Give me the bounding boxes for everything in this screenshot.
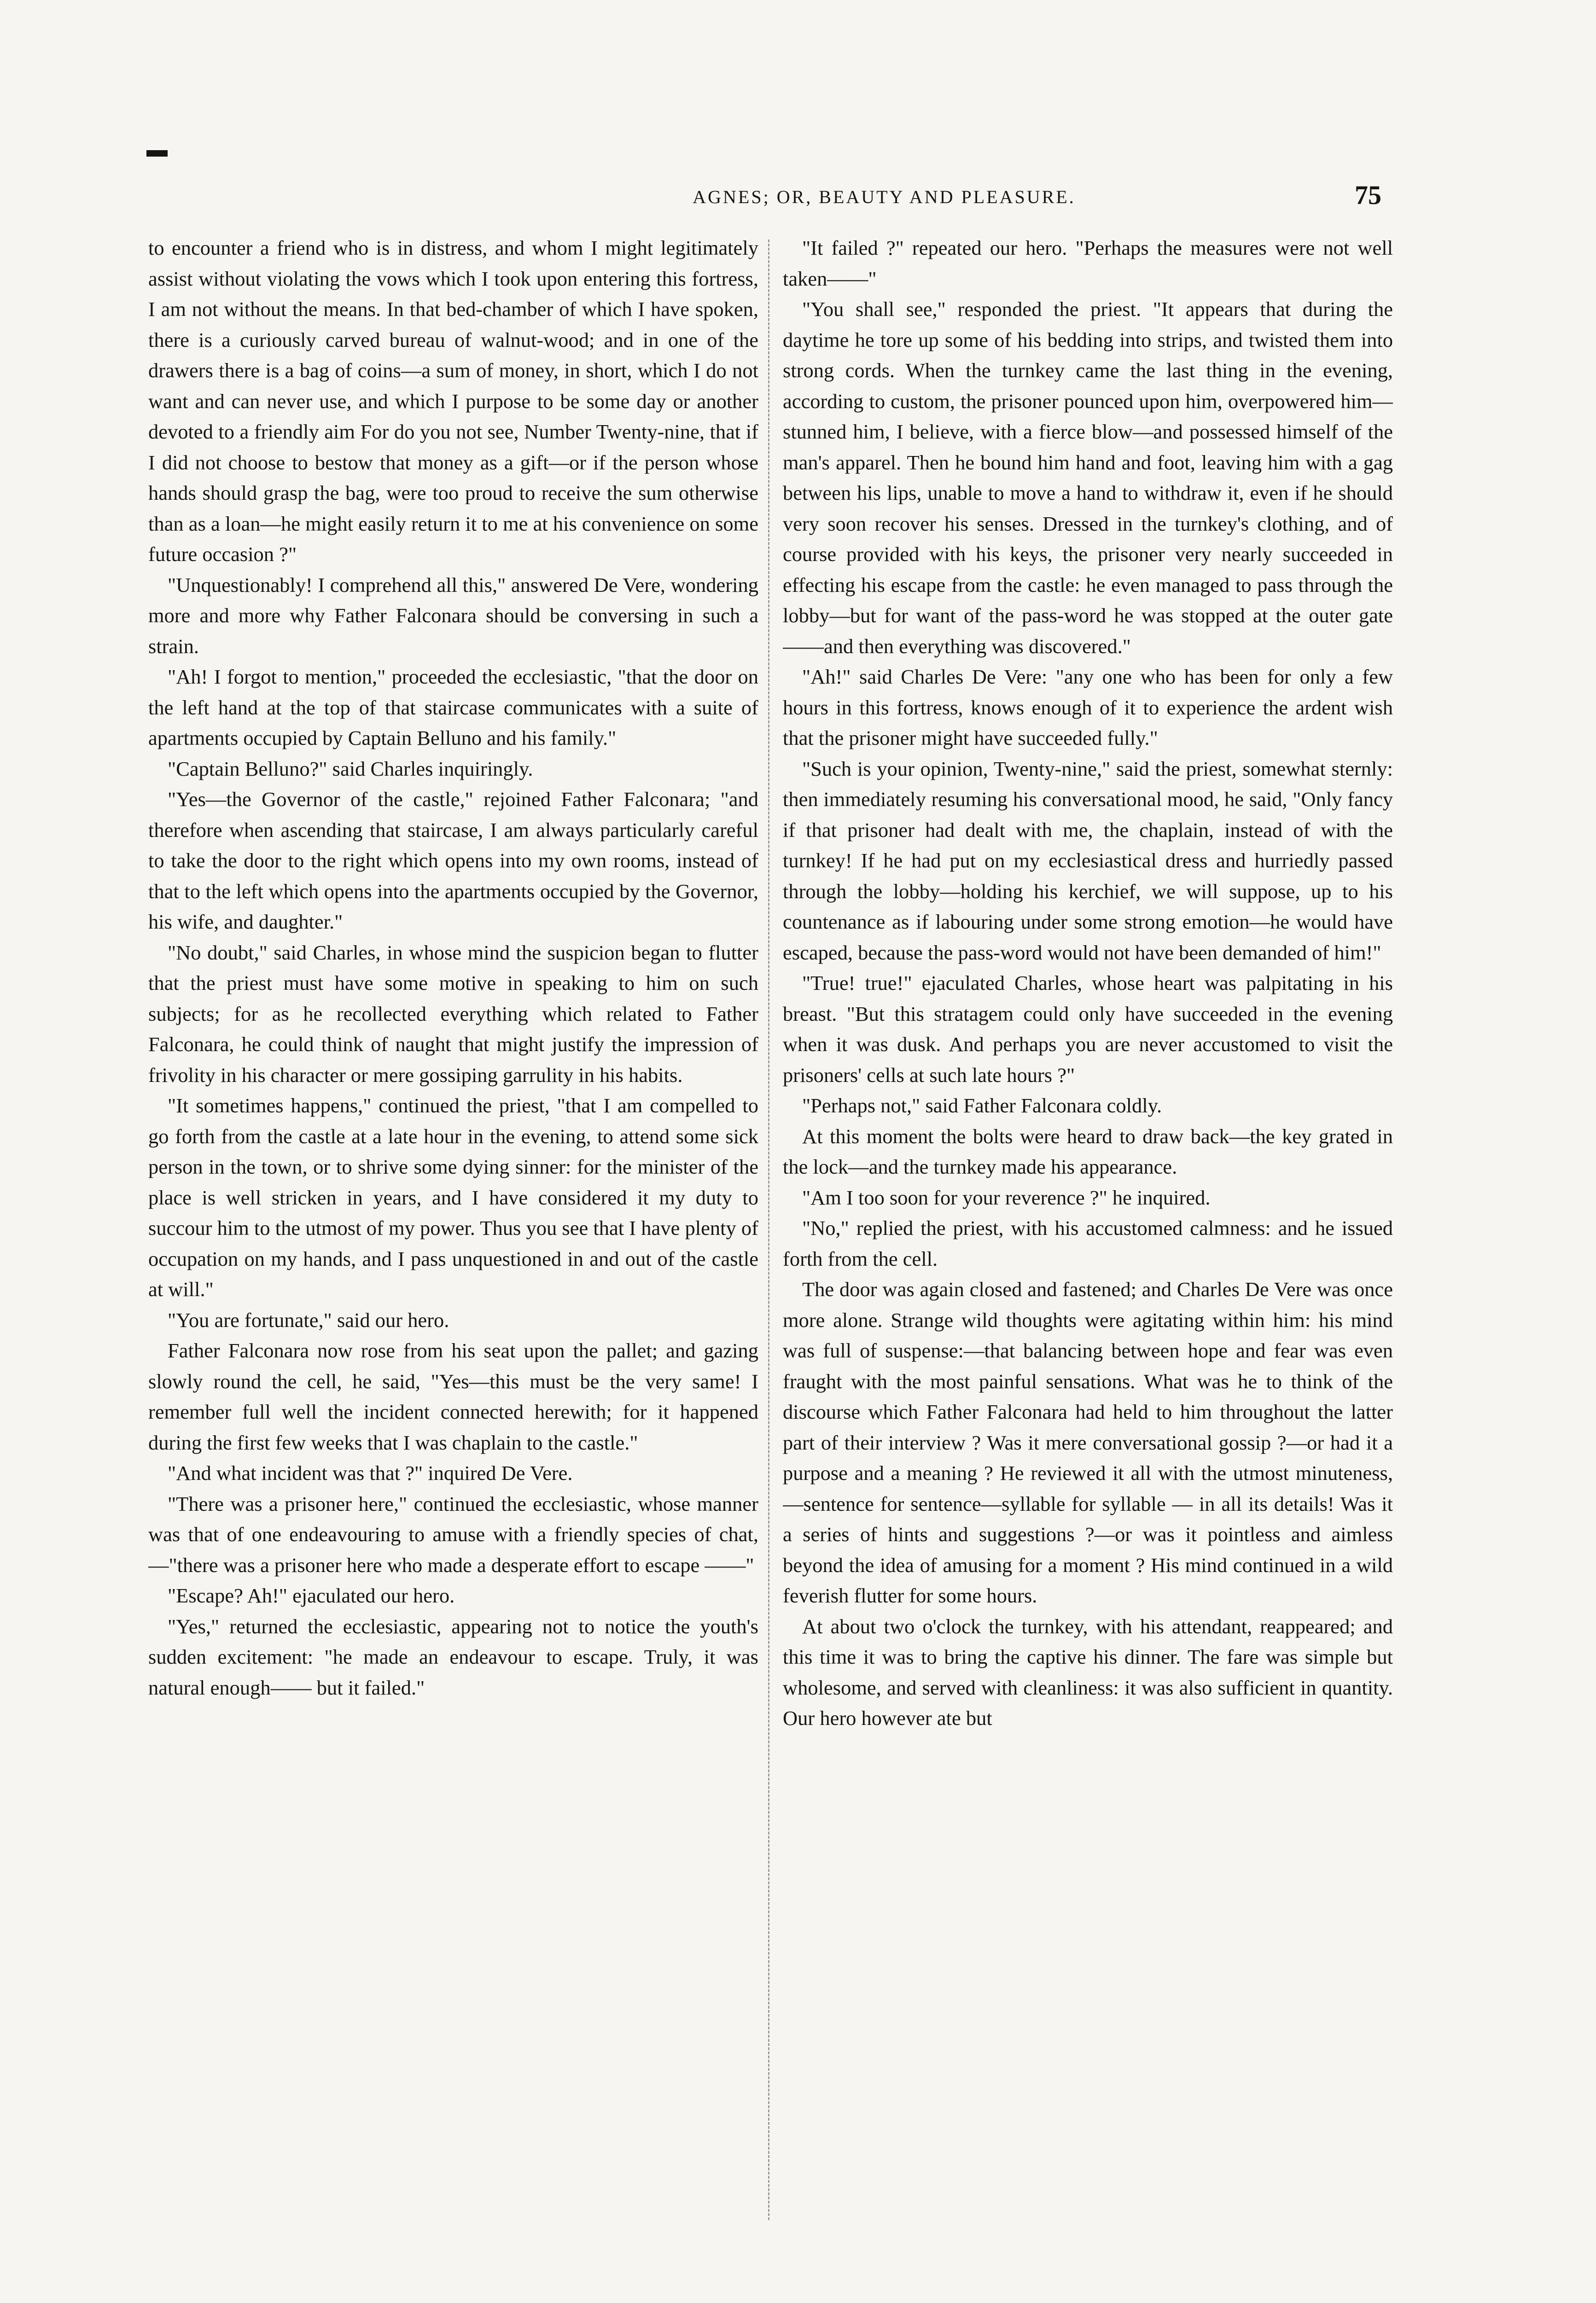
paragraph: "True! true!" ejaculated Charles, whose heart was palpitating in his breast. "But this stratagem could only have succeeded in the evening when it was dusk. And perhaps you are never accustomed to visit the prisoners' cells at such late hours ?" [783, 971, 1393, 1087]
paragraph: "No doubt," said Charles, in whose mind the suspicion began to flutter that the priest must have some motive in speaking to him on such subjects; for as he recollected everything which related to Father Falconara, he could think of naught that might justify the impression of frivolity in his character or mere gossiping garrulity in his habits. [148, 941, 758, 1087]
paragraph: "Escape? Ah!" ejaculated our hero. [168, 1584, 455, 1607]
paragraph: "Captain Belluno?" said Charles inquiringly. [168, 757, 533, 780]
paragraph: "No," replied the priest, with his accustomed calmness: and he issued forth from the cell. [783, 1216, 1393, 1270]
paragraph: to encounter a friend who is in distress, and whom I might legitimately assist without violating the vows which I took upon entering this fortress, I am not without the means. In that bed-chamber of which I have spoken, there is a curiously carved bureau of walnut-wood; and in one of the drawers there is a bag of coins—a sum of money, in short, which I do not want and can never use, and which I purpose to be some day or another devoted to a friendly aim For do you not see, Number Twenty-nine, that if I did not choose to bestow that money as a gift—or if the person whose hands should grasp the bag, were too proud to receive the sum otherwise than as a loan—he might easily return it to me at his convenience on some future occasion ?" [148, 236, 758, 566]
paragraph: "Such is your opinion, Twenty-nine," said the priest, somewhat sternly: then immediately resuming his conversational mood, he said, "Only fancy if that prisoner had dealt with me, the chaplain, instead of with the turnkey! If he had put on my ecclesiastical dress and hurriedly passed through the lobby—holding his kerchief, we will suppose, up to his countenance as if labouring under some strong emotion—he would have escaped, because the pass-word would not have been demanded of him!" [783, 757, 1393, 964]
paragraph: "And what incident was that ?" inquired De Vere. [168, 1461, 573, 1485]
paragraph: Father Falconara now rose from his seat upon the pallet; and gazing slowly round the cell, he said, "Yes—this must be the very same! I remember full well the incident connected herewith; for it happened during the first few weeks that I was chaplain to the castle." [148, 1339, 758, 1454]
paragraph: "Yes—the Governor of the castle," rejoined Father Falconara; "and therefore when ascending that staircase, I am always particularly careful to take the door to the right which opens into my own rooms, instead of that to the left which opens into the apartments occupied by the Governor, his wife, and daughter." [148, 788, 758, 933]
paragraph: "You shall see," responded the priest. "It appears that during the daytime he tore up some of his bedding into strips, and twisted them into strong cords. When the turnkey came the last thing in the evening, according to custom, the prisoner pounced upon him, overpowered him—stunned him, I believe, with a fierce blow—and possessed himself of the man's apparel. Then he bound him hand and foot, leaving him with a gag between his lips, unable to move a hand to withdraw it, even if he should very soon recover his senses. Dressed in the turnkey's clothing, and of course provided with his keys, the prisoner very nearly succeeded in effecting his escape from the castle: he even managed to pass through the lobby—but for want of the pass-word he was stopped at the outer gate——and then everything was discovered." [783, 298, 1393, 658]
running-head: AGNES; OR, BEAUTY AND PLEASURE. [693, 187, 1076, 207]
paragraph: "Yes," returned the ecclesiastic, appearing not to notice the youth's sudden excitement: "he made an endeavour to escape. Truly, it was natural enough—— but it failed." [148, 1614, 758, 1699]
paragraph: The door was again closed and fastened; and Charles De Vere was once more alone. Strange wild thoughts were agitating within him: his mind was full of suspense:—that balancing between hope and fear was even fraught with the most painful sensations. What was he to think of the discourse which Father Falconara had held to him throughout the latter part of their interview ? Was it mere conversational gossip ?—or had it a purpose and a meaning ? He reviewed it all with the utmost minuteness,—sentence for sentence—syllable for syllable — in all its details! Was it a series of hints and suggestions ?—or was it pointless and aimless beyond the idea of amusing for a moment ? His mind continued in a wild feverish flutter for some hours. [783, 1278, 1393, 1607]
paragraph: "You are fortunate," said our hero. [168, 1308, 449, 1332]
paragraph: "It failed ?" repeated our hero. "Perhaps the measures were not well taken——" [783, 236, 1393, 290]
paragraph: At this moment the bolts were heard to draw back—the key grated in the lock—and the turnkey made his appearance. [783, 1124, 1393, 1178]
paragraph: "It sometimes happens," continued the priest, "that I am compelled to go forth from the castle at a late hour in the evening, to attend some sick person in the town, or to shrive some dying sinner: for the minister of the place is well stricken in years, and I have considered it my duty to succour him to the utmost of my power. Thus you see that I have plenty of occupation on my hands, and I pass unquestioned in and out of the castle at will." [148, 1094, 758, 1301]
right-column [783, 233, 1393, 2236]
page-number: 75 [1355, 180, 1381, 210]
paragraph: "Perhaps not," said Father Falconara coldly. [802, 1094, 1162, 1117]
paragraph: "There was a prisoner here," continued the ecclesiastic, whose manner was that of one endeavouring to amuse with a friendly species of chat,—"there was a prisoner here who made a desperate effort to escape ——" [148, 1492, 758, 1577]
paragraph: "Am I too soon for your reverence ?" he inquired. [802, 1186, 1211, 1209]
paragraph: "Ah! I forgot to mention," proceeded the ecclesiastic, "that the door on the left hand at the top of that staircase communicates with a suite of apartments occupied by Captain Belluno and his family." [148, 665, 758, 749]
paragraph: "Ah!" said Charles De Vere: "any one who has been for only a few hours in this fortress, knows enough of it to experience the ardent wish that the prisoner might have succeeded fully." [783, 665, 1393, 749]
column-divider [768, 240, 769, 2220]
header-ink-mark [146, 150, 168, 157]
paragraph: "Unquestionably! I comprehend all this," answered De Vere, wondering more and more why Father Falconara should be conversing in such a strain. [148, 573, 758, 658]
left-column [148, 233, 758, 2236]
paragraph: At about two o'clock the turnkey, with his attendant, reappeared; and this time it was to bring the captive his dinner. The fare was simple but wholesome, and served with cleanliness: it was also sufficient in quantity. Our hero however ate but [783, 1614, 1393, 1730]
